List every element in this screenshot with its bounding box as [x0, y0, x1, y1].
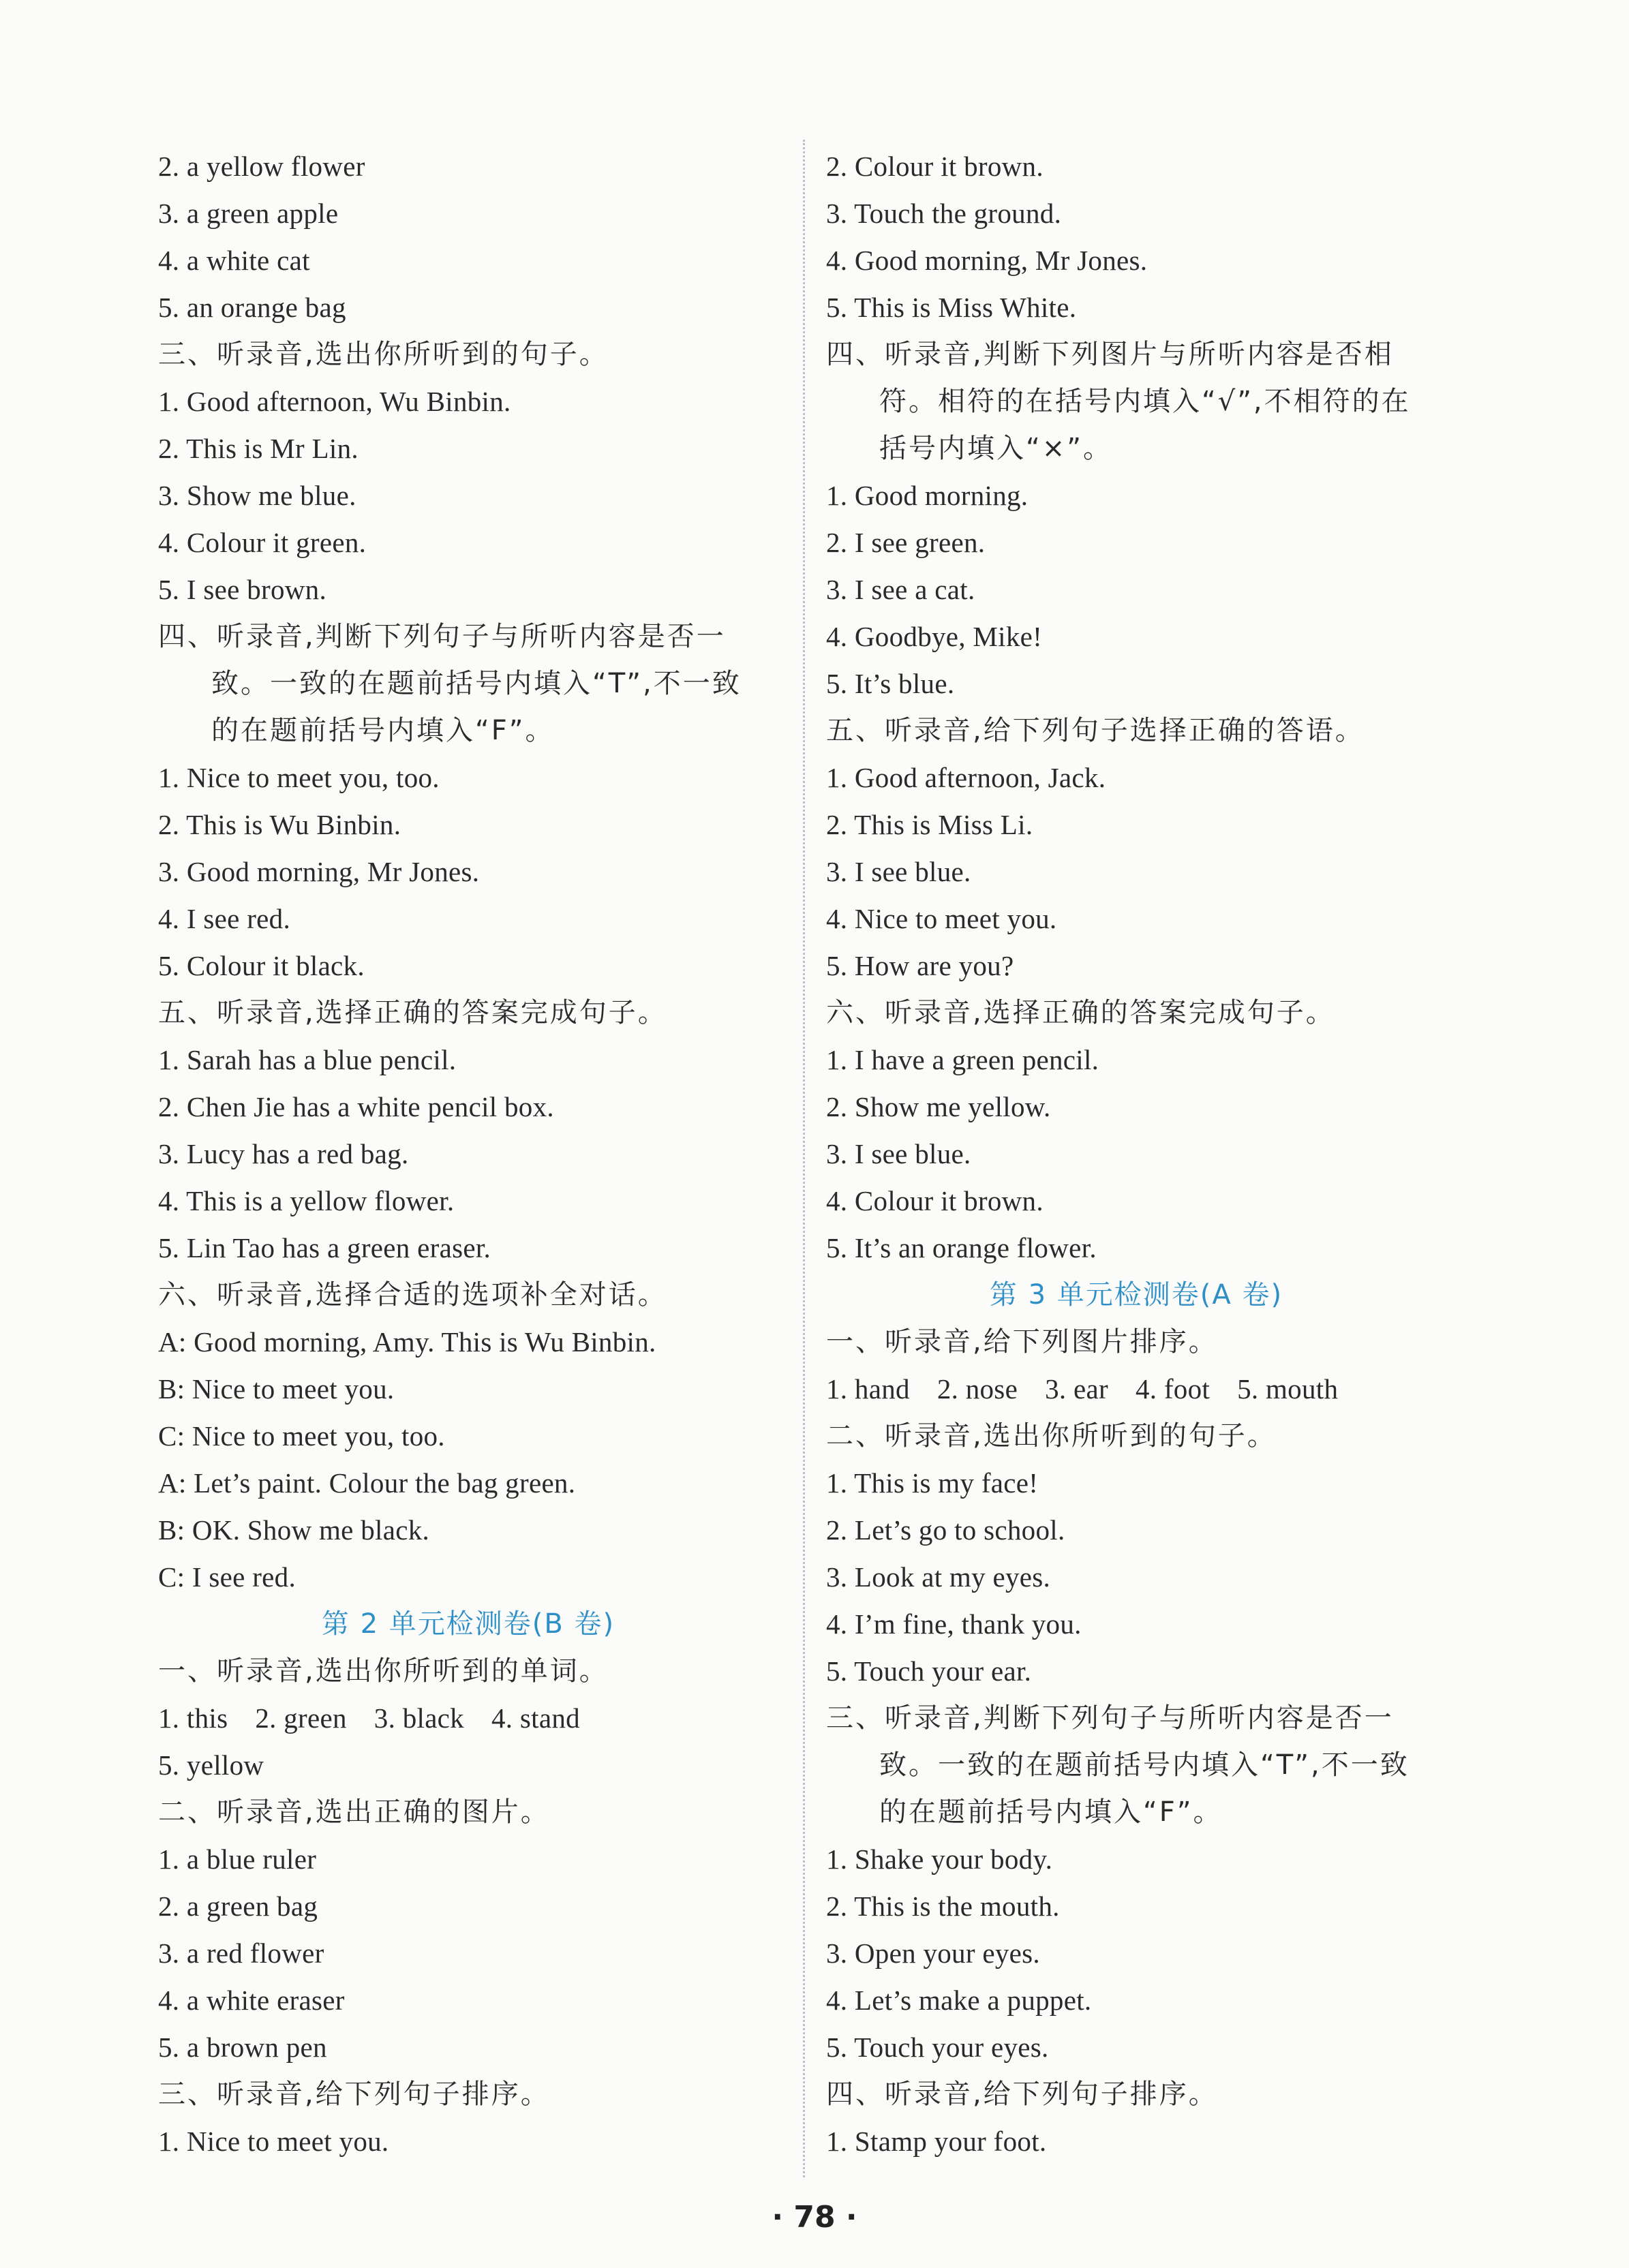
word-item: 3. black: [374, 1702, 464, 1734]
word-list: [826, 1366, 1446, 1413]
answer-line: 2. Colour it brown.: [826, 151, 1044, 182]
answer-line: 4. Colour it green.: [158, 527, 367, 558]
answer-line: 4. I see red.: [158, 903, 291, 934]
answer-line: 1. a blue ruler: [158, 1843, 317, 1875]
answer-line: 1. Shake your body.: [826, 1843, 1053, 1875]
word-item: 2. green: [255, 1702, 347, 1734]
answer-line: 5. Touch your ear.: [826, 1655, 1032, 1687]
right-column: [826, 143, 1446, 2165]
answer-line: 2. This is Miss Li.: [826, 809, 1033, 840]
question-instruction: 四、听录音,给下列句子排序。: [826, 2079, 1218, 2110]
answer-line: A: Good morning, Amy. This is Wu Binbin.: [158, 1326, 656, 1358]
question-instruction: 五、听录音,选择正确的答案完成句子。: [158, 997, 667, 1028]
question-instruction: 六、听录音,选择合适的选项补全对话。: [158, 1279, 667, 1311]
answer-line: 1. Good morning.: [826, 480, 1029, 511]
answer-line: 3. a red flower: [158, 1937, 324, 1969]
word-item: 5. mouth: [1237, 1373, 1339, 1405]
answer-line: 4. Colour it brown.: [826, 1185, 1044, 1216]
question-instruction: 二、听录音,选出正确的图片。: [158, 1796, 550, 1828]
question-instruction: 一、听录音,选出你所听到的单词。: [158, 1655, 609, 1687]
word-list: [158, 1695, 778, 1742]
word-item: 4. foot: [1135, 1373, 1211, 1405]
answer-line: 3. Lucy has a red bag.: [158, 1138, 409, 1169]
answer-line: 5. I see brown.: [158, 574, 327, 605]
answer-line: 3. a green apple: [158, 198, 339, 229]
answer-line: 2. Show me yellow.: [826, 1091, 1051, 1122]
answer-line: 5. Touch your eyes.: [826, 2032, 1049, 2063]
column-divider: [803, 140, 805, 2177]
answer-line: 4. This is a yellow flower.: [158, 1185, 455, 1216]
answer-line: 2. This is Mr Lin.: [158, 433, 359, 464]
answer-line: 5. an orange bag: [158, 292, 346, 323]
question-instruction-continued: 括号内填入“×”。: [879, 433, 1112, 464]
answer-line: 3. I see blue.: [826, 856, 971, 887]
answer-line: 1. Nice to meet you.: [158, 2126, 389, 2157]
answer-line: 1. Stamp your foot.: [826, 2126, 1047, 2157]
word-item: 3. ear: [1045, 1373, 1108, 1405]
question-instruction: 三、听录音,判断下列句子与所听内容是否一: [826, 1702, 1394, 1734]
answer-line: 1. Nice to meet you, too.: [158, 762, 440, 793]
answer-line: 1. Sarah has a blue pencil.: [158, 1044, 457, 1075]
answer-line: C: I see red.: [158, 1561, 296, 1593]
answer-line: 5. Lin Tao has a green eraser.: [158, 1232, 491, 1263]
answer-line: 5. It’s an orange flower.: [826, 1232, 1097, 1263]
answer-line: 1. Good afternoon, Jack.: [826, 762, 1106, 793]
answer-line: 2. a yellow flower: [158, 151, 365, 182]
answer-line: 2. Chen Jie has a white pencil box.: [158, 1091, 554, 1122]
answer-line: 4. a white eraser: [158, 1984, 345, 2016]
answer-line: 3. Open your eyes.: [826, 1937, 1040, 1969]
question-instruction-continued: 致。一致的在题前括号内填入“T”,不一致: [879, 1749, 1410, 1781]
word-item: 4. stand: [491, 1702, 580, 1734]
question-instruction: 六、听录音,选择正确的答案完成句子。: [826, 997, 1335, 1028]
question-instruction: 二、听录音,选出你所听到的句子。: [826, 1420, 1277, 1452]
answer-line: 4. Good morning, Mr Jones.: [826, 245, 1148, 276]
answer-line: 3. Touch the ground.: [826, 198, 1062, 229]
answer-line: 4. I’m fine, thank you.: [826, 1608, 1082, 1640]
question-instruction: 三、听录音,选出你所听到的句子。: [158, 339, 609, 370]
left-column: [158, 143, 778, 2165]
question-instruction: 四、听录音,判断下列句子与所听内容是否一: [158, 621, 726, 652]
question-instruction-continued: 致。一致的在题前括号内填入“T”,不一致: [211, 668, 742, 699]
answer-line: 3. I see a cat.: [826, 574, 975, 605]
answer-line: 5. yellow: [158, 1749, 264, 1781]
answer-line: 2. a green bag: [158, 1890, 318, 1922]
answer-line: 5. a brown pen: [158, 2032, 327, 2063]
answer-line: 5. How are you?: [826, 950, 1014, 981]
section-heading: 第 2 单元检测卷(B 卷): [321, 1608, 615, 1640]
question-instruction: 三、听录音,给下列句子排序。: [158, 2079, 550, 2110]
section-heading: 第 3 单元检测卷(A 卷): [989, 1279, 1283, 1311]
answer-line: 5. Colour it black.: [158, 950, 365, 981]
question-instruction: 五、听录音,给下列句子选择正确的答语。: [826, 715, 1365, 746]
page-number: · 78 ·: [772, 2200, 857, 2235]
answer-line: 4. Nice to meet you.: [826, 903, 1057, 934]
answer-line: 3. I see blue.: [826, 1138, 971, 1169]
word-item: 1. this: [158, 1702, 228, 1734]
answer-line: A: Let’s paint. Colour the bag green.: [158, 1467, 576, 1499]
answer-line: 5. This is Miss White.: [826, 292, 1077, 323]
answer-line: C: Nice to meet you, too.: [158, 1420, 445, 1452]
answer-line: 2. This is the mouth.: [826, 1890, 1060, 1922]
answer-line: 3. Good morning, Mr Jones.: [158, 856, 480, 887]
word-item: 2. nose: [937, 1373, 1018, 1405]
answer-line: 4. Let’s make a puppet.: [826, 1984, 1092, 2016]
answer-line: 1. This is my face!: [826, 1467, 1039, 1499]
word-item: 1. hand: [826, 1373, 910, 1405]
question-instruction: 一、听录音,给下列图片排序。: [826, 1326, 1218, 1358]
answer-line: B: OK. Show me black.: [158, 1514, 430, 1546]
answer-line: 3. Look at my eyes.: [826, 1561, 1051, 1593]
answer-line: 2. This is Wu Binbin.: [158, 809, 401, 840]
question-instruction: 四、听录音,判断下列图片与所听内容是否相: [826, 339, 1394, 370]
answer-line: 1. Good afternoon, Wu Binbin.: [158, 386, 511, 417]
question-instruction-continued: 符。相符的在括号内填入“√”,不相符的在: [879, 386, 1411, 417]
answer-line: B: Nice to meet you.: [158, 1373, 395, 1405]
answer-line: 2. I see green.: [826, 527, 986, 558]
answer-line: 2. Let’s go to school.: [826, 1514, 1065, 1546]
answer-line: 4. a white cat: [158, 245, 310, 276]
question-instruction-continued: 的在题前括号内填入“F”。: [211, 715, 555, 746]
answer-line: 3. Show me blue.: [158, 480, 356, 511]
answer-line: 4. Goodbye, Mike!: [826, 621, 1043, 652]
answer-line: 1. I have a green pencil.: [826, 1044, 1099, 1075]
answer-line: 5. It’s blue.: [826, 668, 955, 699]
question-instruction-continued: 的在题前括号内填入“F”。: [879, 1796, 1223, 1828]
